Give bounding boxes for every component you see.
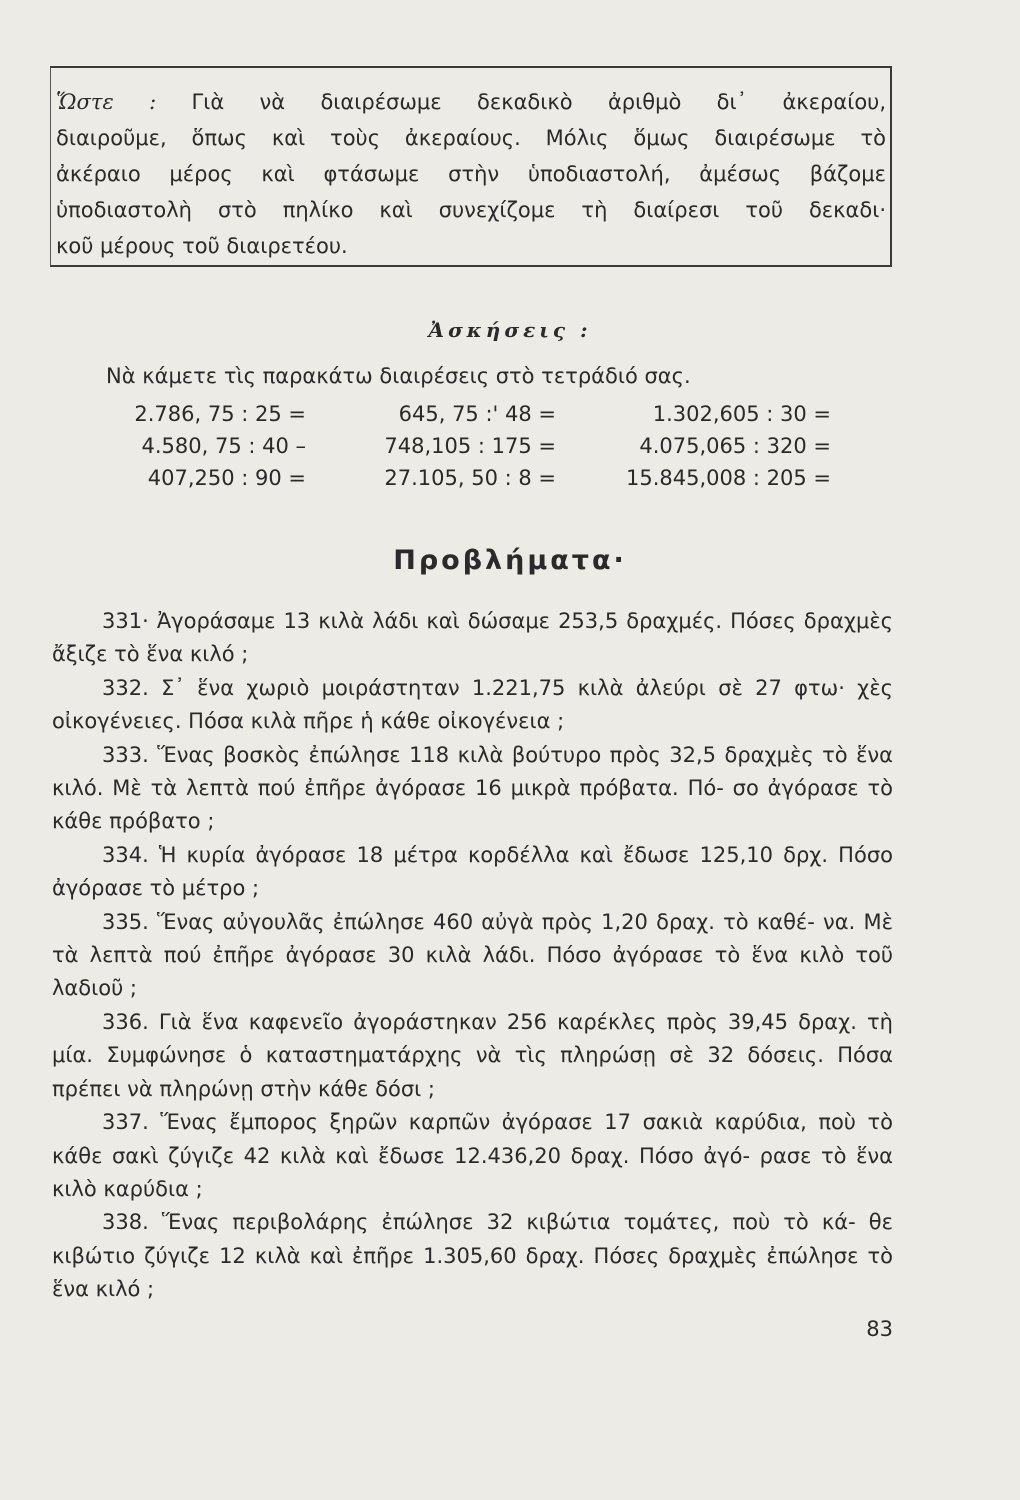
exercise-row [0,434,1020,466]
exercise-item: 4.580, 75 : 40 – [141,434,306,458]
exercise-item: 407,250 : 90 = [147,466,306,490]
problems-title: Προβλήματα· [393,545,627,576]
exercise-row [0,402,1020,434]
problem-text: Ἕνας περιβολάρης ἐπώλησε 32 κιβώτια τομάτες, ποὺ τὸ κά- θε κιβώτιο ζύγιζε 12 κιλὰ καὶ ἐπῆρε 1.305,60 δραχ. Πόσες δραχμὲς ἐπώλησε τὸ ἕνα κιλό ; [52,1210,893,1302]
problem-number: 336. [102,1009,149,1034]
note-line: ἀκέραιο μέρος καὶ φτάσωμε στὴν ὑποδιαστολή, ἀμέσως βάζομε [56,162,886,186]
problem-text: Ἀγοράσαμε 13 κιλὰ λάδι καὶ δώσαμε 253,5 δραχμές. Πόσες δραχμὲς ἄξιζε τὸ ἕνα κιλό ; [52,609,893,667]
problem-number: 334. [102,842,149,867]
note-line: ὑποδιαστολὴ στὸ πηλίκο καὶ συνεχίζομε τὴ διαίρεσι τοῦ δεκαδι· [56,198,886,222]
problem-item [52,739,893,839]
problem-item [52,1006,893,1106]
note-line: διαιροῦμε, ὅπως καὶ τοὺς ἀκεραίους. Μόλις ὅμως διαιρέσωμε τὸ [56,126,886,150]
problem-item [52,1106,893,1206]
exercise-item: 2.786, 75 : 25 = [134,402,306,426]
problem-number: 337. [102,1110,149,1135]
problem-number: 335. [102,909,149,934]
exercises-grid [0,402,1020,498]
problem-text: Ἕνας ἔμπορος ξηρῶν καρπῶν ἀγόρασε 17 σακιὰ καρύδια, ποὺ τὸ κάθε σακὶ ζύγιζε 42 κιλὰ καὶ ἔδωσε 12.436,20 δραχ. Πόσο ἀγό- ρασε τὸ ἕνα κιλὸ καρύδια ; [52,1110,893,1201]
exercises-instruction: Νὰ κάμετε τὶς παρακάτω διαιρέσεις στὸ τετράδιό σας. [106,364,691,388]
page-number: 83 [866,1317,893,1341]
note-text [56,84,886,264]
exercise-item: 645, 75 :' 48 = [398,402,556,426]
problem-item [52,672,893,739]
problem-text: Σ᾿ ἕνα χωριὸ μοιράστηταν 1.221,75 κιλὰ ἀλεύρι σὲ 27 φτω· χὲς οἰκογένειες. Πόσα κιλὰ πῆρε ἡ κάθε οἰκογένεια ; [52,675,893,734]
problem-item [52,605,893,672]
problem-number: 333. [102,742,149,767]
exercise-row [0,466,1020,498]
problem-text: Γιὰ ἕνα καφενεῖο ἀγοράστηκαν 256 καρέκλες πρὸς 39,45 δραχ. τὴ μία. Συμφώνησε ὁ καταστηματάρχης νὰ τὶς πληρώσῃ σὲ 32 δόσεις. Πόσα πρέπει νὰ πληρώνῃ στὴν κάθε δόσι ; [52,1009,893,1101]
problem-text: Ἕνας βοσκὸς ἐπώλησε 118 κιλὰ βούτυρο πρὸς 32,5 δραχμὲς τὸ ἕνα κιλό. Μὲ τὰ λεπτὰ πού ἐπῆρε ἀγόρασε 16 μικρὰ πρόβατα. Πό- σο ἀγόρασε τὸ κάθε πρόβατο ; [52,742,893,834]
exercise-item: 15.845,008 : 205 = [625,466,831,490]
problems-list [52,605,893,1307]
exercises-title: Ἀσκήσεις : [428,318,592,342]
exercise-item: 1.302,605 : 30 = [652,402,831,426]
exercise-item: 27.105, 50 : 8 = [384,466,556,490]
note-line: Ὥστε : Γιὰ νὰ διαιρέσωμε δεκαδικὸ ἀριθμὸ δι᾿ ἀκεραίου, [56,90,886,114]
exercise-item: 748,105 : 175 = [384,434,556,458]
problem-number: 332. [102,675,149,700]
problem-item [52,839,893,906]
problem-number: 331· [102,609,149,633]
problem-item [52,1206,893,1306]
exercise-item: 4.075,065 : 320 = [639,434,831,458]
problem-number: 338. [102,1210,149,1235]
note-line: κοῦ μέρους τοῦ διαιρετέου. [56,234,348,258]
note-label: Ὥστε : [56,90,157,114]
problem-item [52,906,893,1006]
problem-text: Ἡ κυρία ἀγόρασε 18 μέτρα κορδέλλα καὶ ἔδωσε 125,10 δρχ. Πόσο ἀγόρασε τὸ μέτρο ; [52,842,893,901]
problem-text: Ἕνας αὐγουλᾶς ἐπώλησε 460 αὐγὰ πρὸς 1,20 δραχ. τὸ καθέ- να. Μὲ τὰ λεπτὰ πού ἐπῆρε ἀγόρασε 30 κιλὰ λάδι. Πόσο ἀγόρασε τὸ ἕνα κιλὸ τοῦ λαδιοῦ ; [52,909,893,1001]
